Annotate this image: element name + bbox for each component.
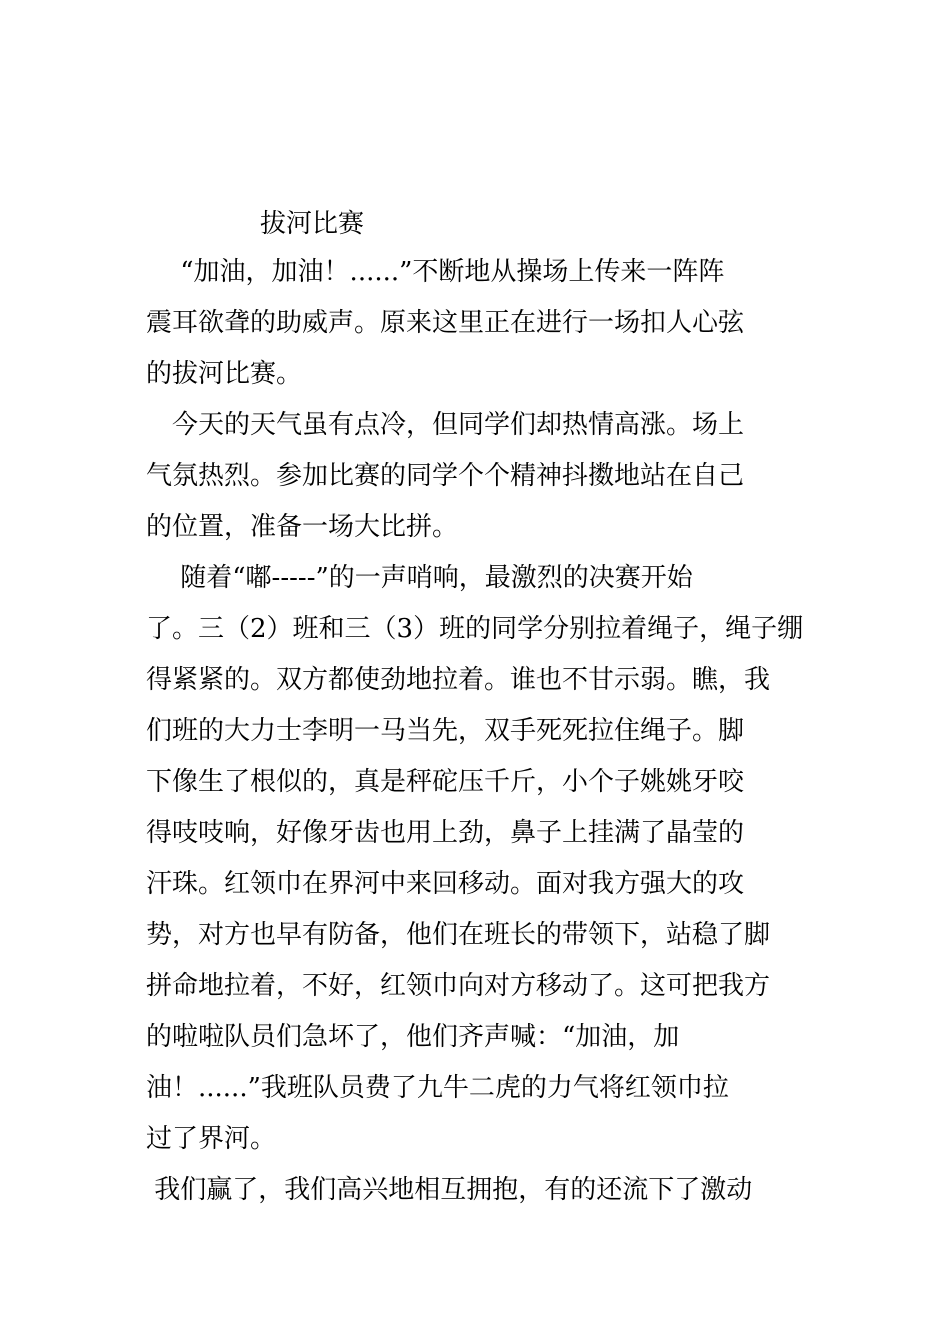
paragraph-line: “加油，加油！......”不断地从操场上传来一阵阵 bbox=[146, 257, 725, 287]
paragraph-line: 了。三（2）班和三（3）班的同学分别拉着绳子，绳子绷 bbox=[146, 614, 804, 644]
paragraph-line: 我们赢了，我们高兴地相互拥抱，有的还流下了激动 bbox=[146, 1175, 753, 1205]
paragraph-line: 随着“嘟-----”的一声哨响，最激烈的决赛开始 bbox=[146, 563, 693, 593]
document-title: 拔河比赛 bbox=[260, 209, 365, 239]
paragraph-line: 今天的天气虽有点冷，但同学们却热情高涨。场上 bbox=[146, 410, 745, 440]
paragraph-line: 过了界河。 bbox=[146, 1124, 277, 1154]
paragraph-line: 拼命地拉着，不好，红领巾向对方移动了。这可把我方 bbox=[146, 971, 771, 1001]
paragraph-line: 下像生了根似的，真是秤砣压千斤，小个子姚姚牙咬 bbox=[146, 767, 745, 797]
paragraph-line: 震耳欲聋的助威声。原来这里正在进行一场扣人心弦 bbox=[146, 308, 745, 338]
paragraph-line: 油！......”我班队员费了九牛二虎的力气将红领巾拉 bbox=[146, 1073, 729, 1103]
paragraph-line: 们班的大力士李明一马当先，双手死死拉住绳子。脚 bbox=[146, 716, 745, 746]
paragraph-line: 的拔河比赛。 bbox=[146, 359, 303, 389]
paragraph-line: 的啦啦队员们急坏了，他们齐声喊：“加油，加 bbox=[146, 1022, 680, 1052]
paragraph-line: 得吱吱响，好像牙齿也用上劲，鼻子上挂满了晶莹的 bbox=[146, 818, 745, 848]
paragraph-line: 的位置，准备一场大比拼。 bbox=[146, 512, 459, 542]
paragraph-line: 汗珠。红领巾在界河中来回移动。面对我方强大的攻 bbox=[146, 869, 745, 899]
paragraph-line: 势，对方也早有防备，他们在班长的带领下，站稳了脚 bbox=[146, 920, 771, 950]
paragraph-line: 气氛热烈。参加比赛的同学个个精神抖擞地站在自己 bbox=[146, 461, 745, 491]
paragraph-line: 得紧紧的。双方都使劲地拉着。谁也不甘示弱。瞧，我 bbox=[146, 665, 771, 695]
